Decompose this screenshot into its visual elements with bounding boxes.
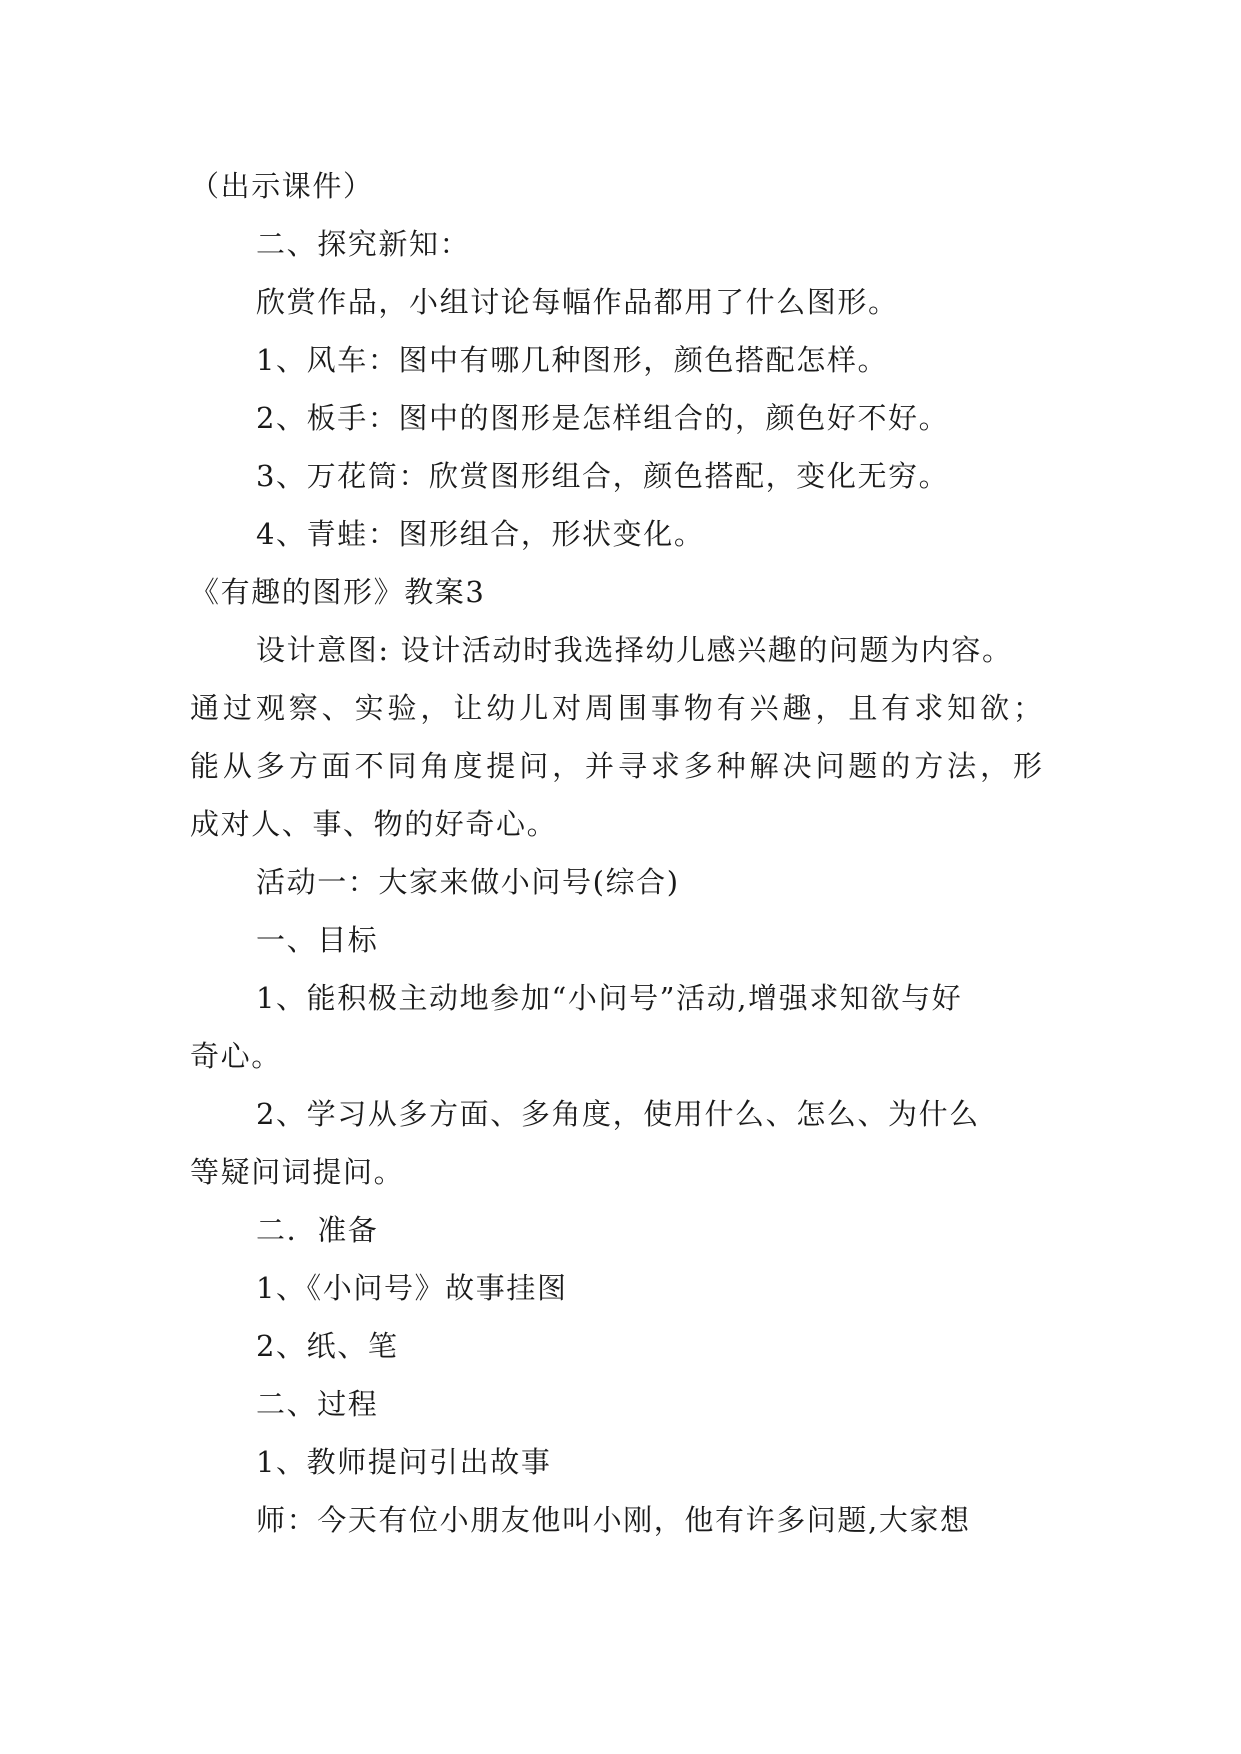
list-item: 3、万花筒：欣赏图形组合，颜色搭配，变化无穷。 [256,459,950,493]
document-title: 《有趣的图形》教案3 [190,575,486,609]
list-item: 1、能积极主动地参加“小问号”活动,增强求知欲与好 [256,981,963,1015]
paragraph-line: 欣赏作品，小组讨论每幅作品都用了什么图形。 [256,285,899,319]
list-item: 4、青蛙：图形组合，形状变化。 [256,517,705,551]
list-item: 2、纸、笔 [256,1329,399,1363]
section-heading: 二、探究新知： [256,227,471,261]
paragraph-line: （出示课件） [190,169,374,203]
list-item: 1、教师提问引出故事 [256,1445,552,1479]
paragraph-line: 师：今天有位小朋友他叫小刚，他有许多问题,大家想 [256,1503,971,1537]
paragraph-line: 能从多方面不同角度提问，并寻求多种解决问题的方法，形 [190,749,1042,783]
list-item: 1、《小问号》故事挂图 [256,1271,568,1305]
section-heading: 二、过程 [256,1387,379,1421]
list-item: 2、学习从多方面、多角度，使用什么、怎么、为什么 [256,1097,980,1131]
paragraph-line: 等疑问词提问。 [190,1155,405,1189]
section-heading: 二．准备 [256,1213,379,1247]
list-item: 2、板手：图中的图形是怎样组合的，颜色好不好。 [256,401,950,435]
paragraph-line: 通过观察、实验，让幼儿对周围事物有兴趣，且有求知欲； [190,691,1042,725]
paragraph-line: 成对人、事、物的好奇心。 [190,807,558,841]
list-item: 1、风车：图中有哪几种图形，颜色搭配怎样。 [256,343,889,377]
section-heading: 活动一：大家来做小问号(综合) [256,865,680,899]
paragraph-line: 奇心。 [190,1039,282,1073]
paragraph-line: 设计意图: 设计活动时我选择幼儿感兴趣的问题为内容。 [256,633,1013,667]
section-heading: 一、目标 [256,923,379,957]
